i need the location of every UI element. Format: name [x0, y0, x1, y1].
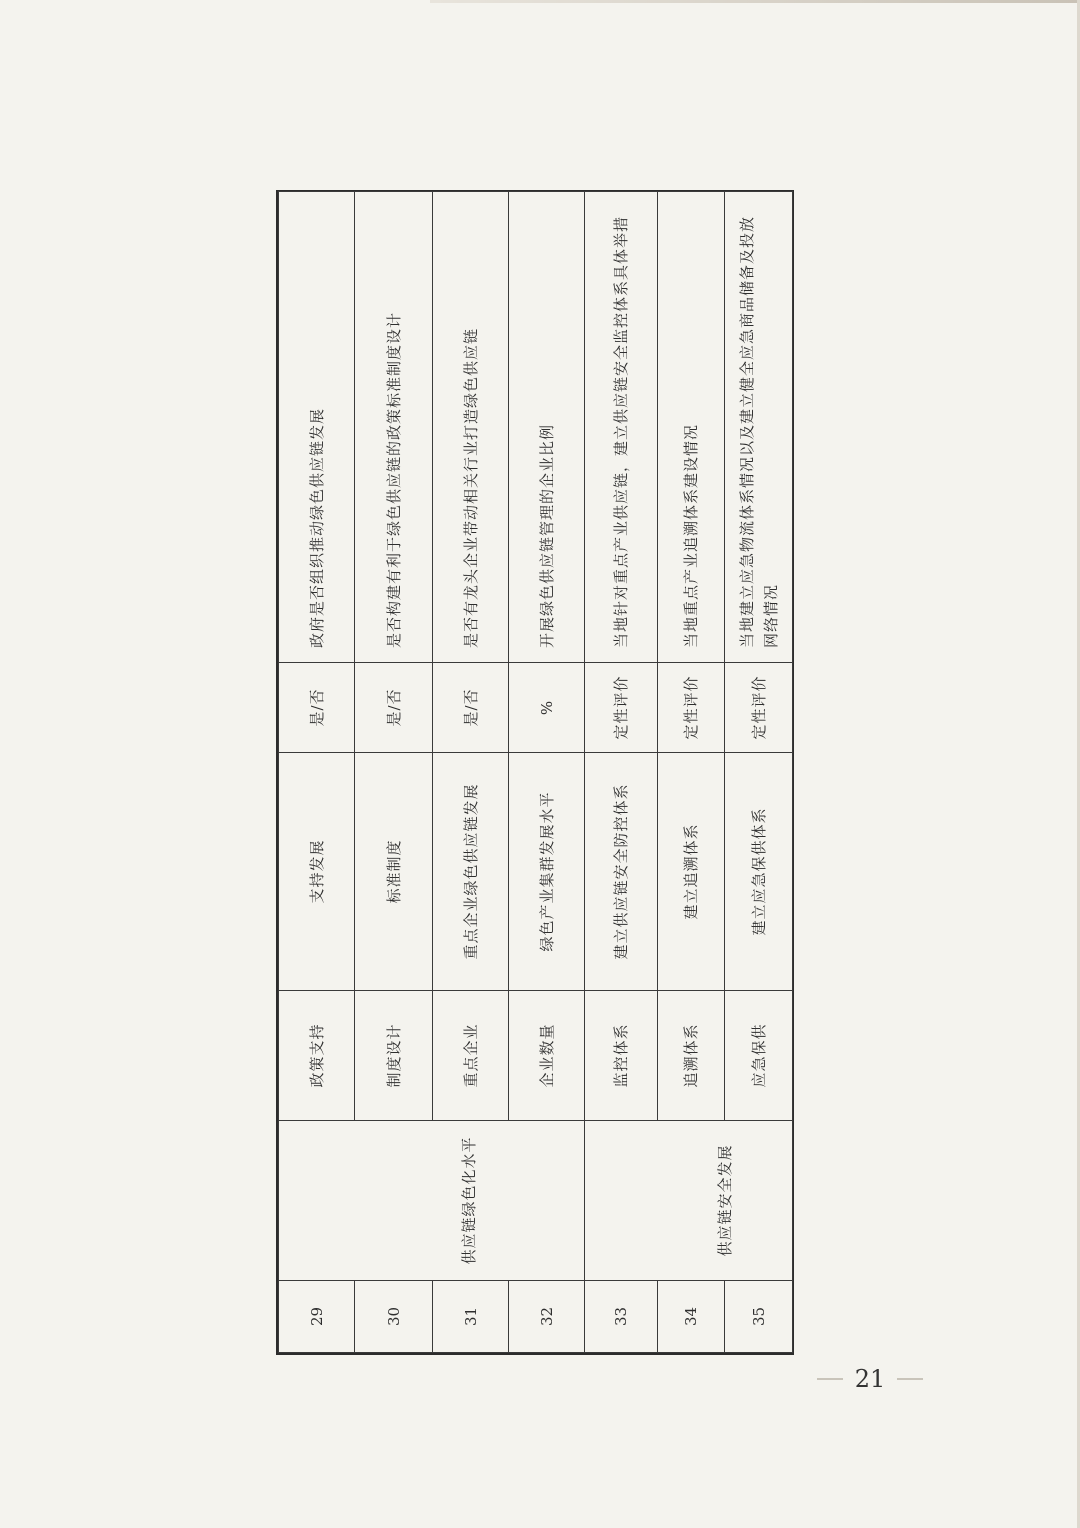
dimension-cell	[585, 1121, 658, 1281]
description-cell: 当地重点产业追溯体系建设情况	[658, 192, 725, 663]
unit-cell: 定性评价	[658, 663, 725, 753]
page-number: 21	[854, 1365, 886, 1393]
item-cell: 企业数量	[509, 991, 585, 1121]
page-top-edge	[430, 0, 1080, 3]
content-cell: 建立供应链安全防控体系	[585, 753, 658, 991]
description-cell: 是否构建有利于绿色供应链的政策标准制度设计	[355, 192, 433, 663]
content-cell: 重点企业绿色供应链发展	[433, 753, 509, 991]
item-cell: 重点企业	[433, 991, 509, 1121]
indicator-table	[278, 191, 793, 1353]
row-number: 34	[658, 1281, 725, 1353]
description-cell: 是否有龙头企业带动相关行业打造绿色供应链	[433, 192, 509, 663]
table-row	[355, 192, 433, 1353]
item-cell: 政策支持	[279, 991, 355, 1121]
description-cell: 当地建立应急物流体系情况以及建立健全应急商品储备及投放网络情况	[725, 192, 793, 663]
table-row	[279, 192, 355, 1353]
item-cell: 监控体系	[585, 991, 658, 1121]
table-row	[658, 192, 725, 1353]
content-cell: 支持发展	[279, 753, 355, 991]
rotated-table-container	[278, 192, 792, 1353]
dimension-cell	[279, 1121, 355, 1281]
table-row	[585, 192, 658, 1353]
content-cell: 建立追溯体系	[658, 753, 725, 991]
dimension-group-safety: 供应链安全发展	[658, 1121, 793, 1281]
page-footer	[810, 1362, 930, 1396]
unit-cell: 定性评价	[725, 663, 793, 753]
row-number: 29	[279, 1281, 355, 1353]
page-number-dash-left	[817, 1378, 843, 1380]
unit-cell: 是/否	[433, 663, 509, 753]
unit-cell: 是/否	[279, 663, 355, 753]
row-number: 32	[509, 1281, 585, 1353]
description-cell: 政府是否组织推动绿色供应链发展	[279, 192, 355, 663]
unit-cell: 定性评价	[585, 663, 658, 753]
content-cell: 绿色产业集群发展水平	[509, 753, 585, 991]
item-cell: 制度设计	[355, 991, 433, 1121]
content-cell: 建立应急保供体系	[725, 753, 793, 991]
row-number: 31	[433, 1281, 509, 1353]
unit-cell: 是/否	[355, 663, 433, 753]
content-cell: 标准制度	[355, 753, 433, 991]
dimension-group-green: 供应链绿色化水平	[355, 1121, 585, 1281]
row-number: 33	[585, 1281, 658, 1353]
description-cell: 开展绿色供应链管理的企业比例	[509, 192, 585, 663]
item-cell: 追溯体系	[658, 991, 725, 1121]
page-number-dash-right	[897, 1378, 923, 1380]
item-cell: 应急保供	[725, 991, 793, 1121]
row-number: 35	[725, 1281, 793, 1353]
unit-cell: %	[509, 663, 585, 753]
description-cell: 当地针对重点产业供应链，建立供应链安全监控体系具体举措	[585, 192, 658, 663]
row-number: 30	[355, 1281, 433, 1353]
indicator-table-frame	[276, 190, 794, 1355]
